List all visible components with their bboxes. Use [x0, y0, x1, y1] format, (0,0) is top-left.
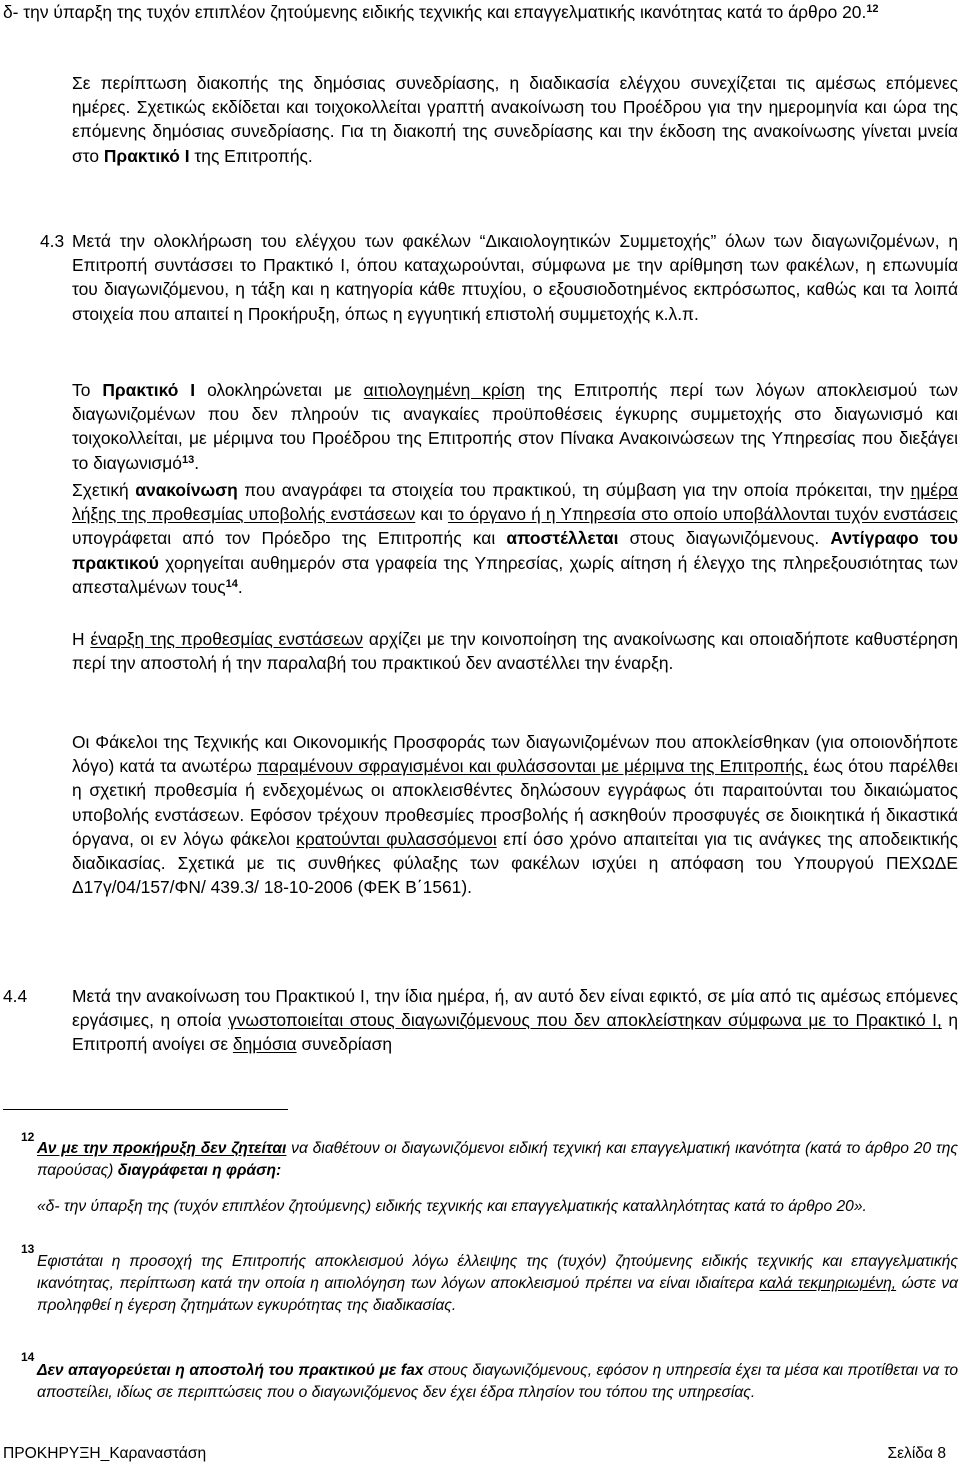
- paragraph-sealed-envelopes: Οι Φάκελοι της Τεχνικής και Οικονομικής Προσφοράς των διαγωνιζομένων που αποκλείσθηκαν (για οποιονδήποτε λόγο) κατά τα ανωτέρω παραμένουν σφραγισμένοι και φυλάσσονται με μέριμνα της Επιτροπής, έως ότου παρέλθει η σχετική προθεσμία ή ενδεχομένως οι αποκλεισθέντες δηλώσουν εγγράφως ότι παραιτούνται του δικαιώματος υποβολής ενστάσεων. Εφόσον τρέχουν προθεσμίες προσβολής ή ασκηθούν προσφυγές σε διοικητικά ή δικαστικά όργανα, οι εν λόγω φάκελοι κρατούνται φυλασσόμενοι επί όσο χρόνο απαιτείται για τις ανάγκες της αποδεικτικής διαδικασίας. Σχετικά με τις συνθήκες φύλαξης των φακέλων ισχύει η απόφαση του Υπουργού ΠΕΧΩΔΕ Δ17γ/04/157/ΦΝ/ 439.3/ 18-10-2006 (ΦΕΚ Β΄1561).: [72, 732, 959, 898]
- footnote-number-13: 13: [21, 1242, 35, 1256]
- footnote-number-14: 14: [21, 1350, 35, 1364]
- footnote-13: Εφιστάται η προσοχή της Επιτροπής αποκλεισμού λόγω έλλειψης της (τυχόν) ζητούμενης ειδικής τεχνικής και επαγγελματικής ικανότητας, περίπτωση κατά την οποία η αιτιολόγηση των λόγων αποκλεισμού πρέπει να είναι ιδιαίτερα καλά τεκμηριωμένη, ώστε να προληφθεί η έγερση ζητημάτων εγκυρότητας της διαδικασίας.: [37, 1253, 959, 1314]
- footnote-number-12: 12: [21, 1130, 35, 1144]
- footer-document-title: ΠΡΟΚΗΡΥΞΗ_Καραναστάση: [3, 1445, 207, 1462]
- paragraph-announcement: Σχετική ανακοίνωση που αναγράφει τα στοιχεία του πρακτικού, τη σύμβαση για την οποία πρόκειται, την ημέρα λήξης της προθεσμίας υποβολής ενστάσεων και το όργανο ή η Υπηρεσία στο οποίο υποβάλλονται τυχόν ενστάσεις υπογράφεται από τον Πρόεδρο της Επιτροπής και αποστέλλεται στους διαγωνιζόμενους. Αντίγραφο του πρακτικού χορηγείται αυθημερόν στα γραφεία της Υπηρεσίας, χωρίς αίτηση ή έλεγχο της πληρεξουσιότητας των απεσταλμένων τους$^{14}$.: [72, 480, 959, 597]
- section-number-4-4: 4.4: [3, 986, 28, 1006]
- paragraph-condition-d: δ- την ύπαρξη της τυχόν επιπλέον ζητούμενης ειδικής τεχνικής και επαγγελματικής ικανότητας κατά το άρθρο 20.12: [3, 2, 879, 22]
- footnote-ref-14[interactable]: 14: [225, 577, 238, 590]
- footnote-ref-12[interactable]: 12: [866, 3, 879, 15]
- footnote-12: Αν με την προκήρυξη δεν ζητείται να διαθέτουν οι διαγωνιζόμενοι ειδική τεχνική και επαγγελματική ικανότητα (κατά το άρθρο 20 της παρούσας) διαγράφεται η φράση:: [37, 1140, 958, 1179]
- paragraph-section-4-4: Μετά την ανακοίνωση του Πρακτικού Ι, την ίδια ημέρα, ή, αν αυτό δεν είναι εφικτό, σε μία από τις αμέσως επόμενες εργάσιμες, η οποία γνωστοποιείται στους διαγωνιζόμενους που δεν αποκλείστηκαν σύμφωνα με το Πρακτικό Ι, η Επιτροπή ανοίγει σε δημόσια συνεδρίαση: [72, 986, 958, 1055]
- footnote-separator: [3, 1109, 288, 1110]
- paragraph-objection-deadline: Η έναρξη της προθεσμίας ενστάσεων αρχίζει με την κοινοποίηση της ανακοίνωσης και οποιαδήποτε καθυστέρηση περί την αποστολή ή την παραλαβή του πρακτικού δεν αναστέλλει την έναρξη.: [72, 629, 958, 674]
- paragraph-section-4-3: Μετά την ολοκλήρωση του ελέγχου των φακέλων “Δικαιολογητικών Συμμετοχής” όλων των διαγωνιζομένων, η Επιτροπή συντάσσει το Πρακτικό Ι, όπου καταχωρούνται, σύμφωνα με την αρίθμηση των φακέλων, η επωνυμία του διαγωνιζόμενου, η τάξη και η κατηγορία κάθε πτυχίου, ο εξουσιοδοτημένος εκπρόσωπος, καθώς και τα λοιπά στοιχεία που απαιτεί η Προκήρυξη, όπως η εγγυητική επιστολή συμμετοχής κ.λ.π.: [72, 231, 958, 324]
- footnote-14: Δεν απαγορεύεται η αποστολή του πρακτικού με fax στους διαγωνιζόμενους, εφόσον η υπηρεσία έχει τα μέσα και προτίθεται να το αποστείλει, ιδίως σε περιπτώσεις που ο διαγωνιζόμενος δεν έχει έδρα πλησίον του τόπου της υπηρεσίας.: [37, 1362, 958, 1401]
- paragraph-practice-one: Το Πρακτικό Ι ολοκληρώνεται με αιτιολογημένη κρίση της Επιτροπής περί των λόγων αποκλεισμού των διαγωνιζομένων που δεν πληρούν τις αναγκαίες προϋποθέσεις έγκυρης συμμετοχής στο διαγωνισμό και τοιχοκολλείται, με μέριμνα του Προέδρου της Επιτροπής στον Πίνακα Ανακοινώσεων της Υπηρεσίας που διεξάγει το διαγωνισμό$^{13}$.: [72, 380, 958, 473]
- footnote-12-quote: «δ- την ύπαρξη της (τυχόν επιπλέον ζητούμενης) ειδικής τεχνικής και επαγγελματικής καταλληλότητας κατά το άρθρο 20».: [37, 1198, 867, 1215]
- paragraph-interruption: Σε περίπτωση διακοπής της δημόσιας συνεδρίασης, η διαδικασία ελέγχου συνεχίζεται τις αμέσως επόμενες ημέρες. Σχετικώς εκδίδεται και τοιχοκολλείται γραπτή ανακοίνωση του Προέδρου για την ημερομηνία και ώρα της επόμενης δημόσιας συνεδρίασης. Για τη διακοπή της συνεδρίασης και την έκδοση της ανακοίνωσης γίνεται μνεία στο Πρακτικό Ι της Επιτροπής.: [72, 73, 958, 166]
- section-number-4-3: 4.3: [40, 231, 65, 251]
- footer-page-number: Σελίδα 8: [887, 1445, 946, 1462]
- footnote-ref-13[interactable]: 13: [181, 453, 195, 466]
